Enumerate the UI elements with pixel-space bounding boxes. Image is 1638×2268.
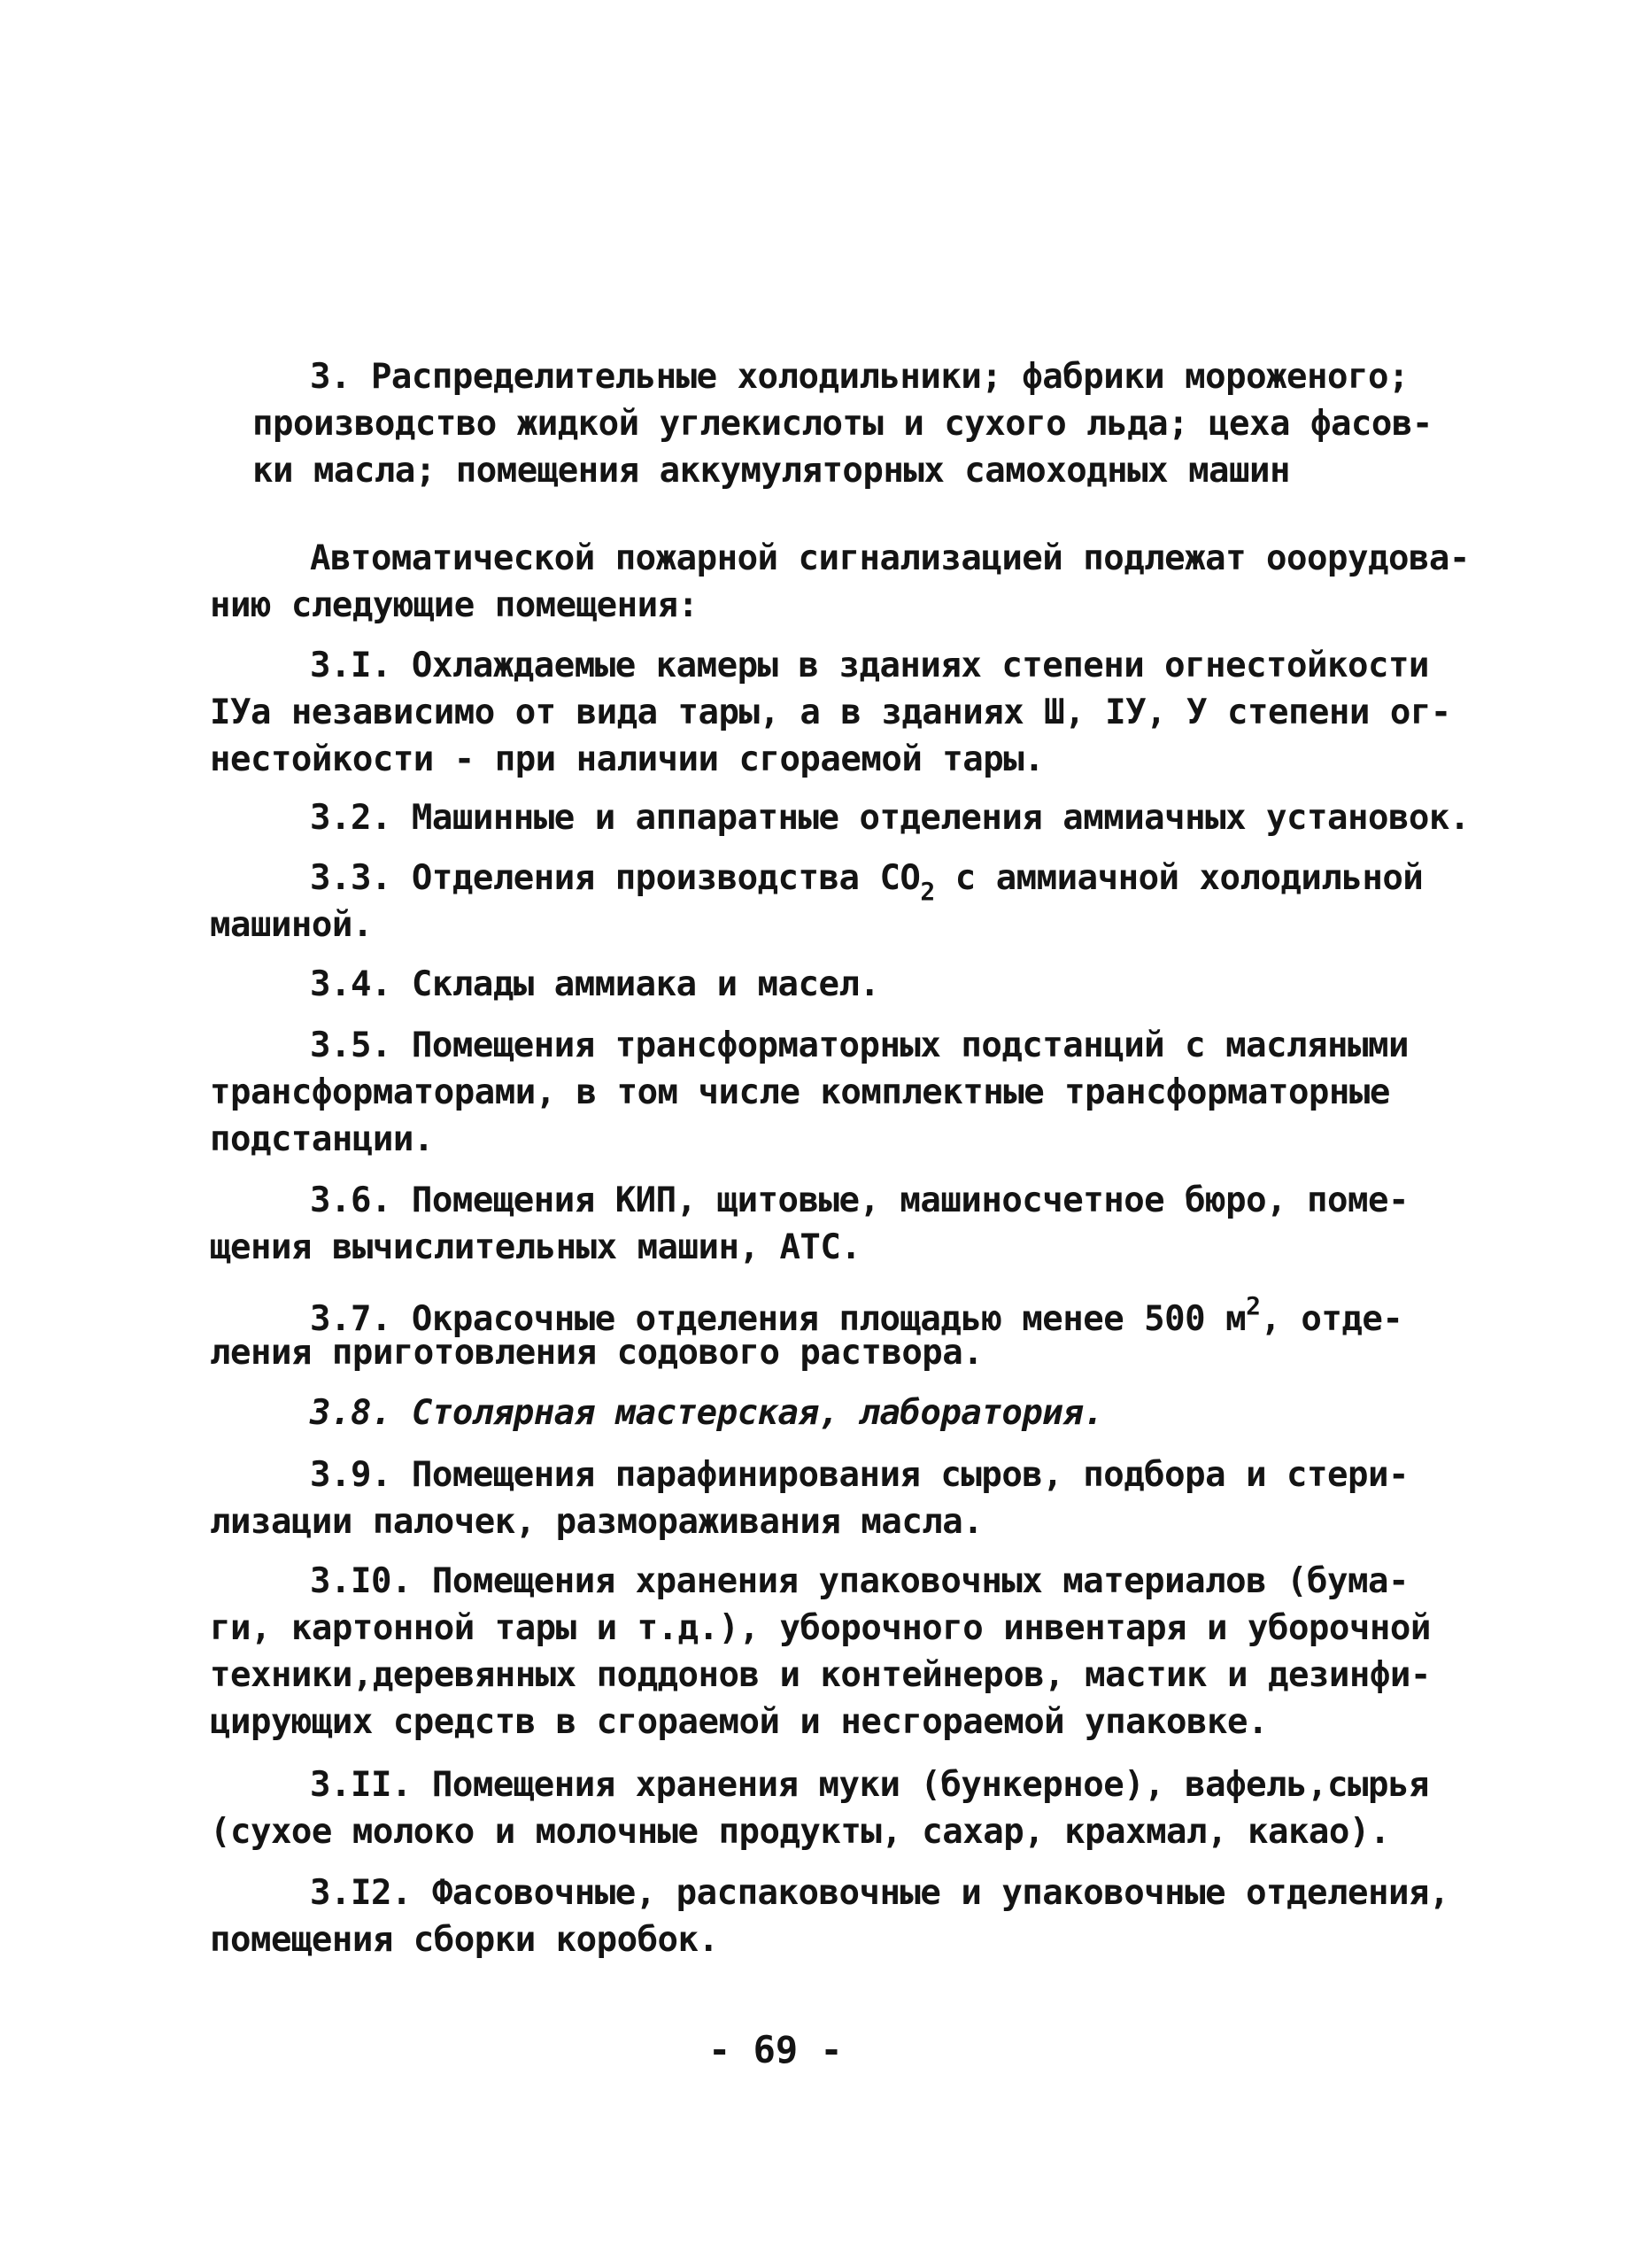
item-3-5-line-2: трансформаторами, в том числе комплектные трансформаторные: [210, 1072, 1390, 1112]
item-3-9-line-1: 3.9. Помещения парафинирования сыров, подбора и стери-: [310, 1455, 1409, 1495]
section-heading-line-3: ки масла; помещения аккумуляторных самоходных машин: [252, 451, 1290, 491]
section-heading-line-1: 3. Распределительные холодильники; фабрики мороженого;: [310, 357, 1409, 397]
item-3-10-line-4: цирующих средств в сгораемой и несгораемой упаковке.: [210, 1702, 1268, 1742]
item-3-1-line-1: 3.I. Охлаждаемые камеры в зданиях степени огнестойкости: [310, 646, 1429, 685]
item-3-7-superscript: 2: [1246, 1291, 1261, 1320]
item-3-5-line-3: подстанции.: [210, 1119, 434, 1159]
item-3-5-line-1: 3.5. Помещения трансформаторных подстанций с масляными: [310, 1026, 1409, 1065]
item-3-3-line-2: машиной.: [210, 905, 373, 945]
item-3-1-line-2: IУа независимо от вида тары, а в зданиях Ш, IУ, У степени ог-: [210, 693, 1451, 732]
item-3-6-line-1: 3.6. Помещения КИП, щитовые, машиносчетное бюро, поме-: [310, 1180, 1409, 1220]
item-3-10-line-3: техники,деревянных поддонов и контейнеров, мастик и дезинфи-: [210, 1655, 1431, 1695]
item-3-12-line-1: 3.I2. Фасовочные, распаковочные и упаковочные отделения,: [310, 1873, 1449, 1913]
intro-line-1: Автоматической пожарной сигнализацией подлежат ооорудова-: [310, 538, 1470, 578]
item-3-10-line-1: 3.I0. Помещения хранения упаковочных материалов (бума-: [310, 1561, 1409, 1601]
item-3-9-line-2: лизации палочек, размораживания масла.: [210, 1502, 984, 1542]
item-3-11-line-2: (сухое молоко и молочные продукты, сахар, крахмал, какао).: [210, 1812, 1390, 1852]
item-3-7-line-2: ления приготовления содового раствора.: [210, 1333, 984, 1373]
page-number: - 69 -: [708, 2028, 843, 2071]
item-3-10-line-2: ги, картонной тары и т.д.), уборочного инвентаря и уборочной: [210, 1608, 1431, 1648]
item-3-3-line-1: [310, 855, 1423, 915]
section-heading-line-2: производство жидкой углекислоты и сухого льда; цеха фасов-: [252, 404, 1433, 444]
item-3-3-text-a: 3.3. Отделения производства CO: [310, 858, 921, 898]
item-3-12-line-2: помещения сборки коробок.: [210, 1920, 719, 1960]
item-3-3-text-b: с аммиачной холодильной: [934, 858, 1424, 898]
item-3-2-line-1: 3.2. Машинные и аппаратные отделения аммиачных установок.: [310, 798, 1470, 838]
item-3-7-text-a: 3.7. Окрасочные отделения площадью менее 500 м: [310, 1299, 1247, 1339]
intro-line-2: нию следующие помещения:: [210, 585, 699, 625]
item-3-6-line-2: щения вычислительных машин, АТС.: [210, 1227, 861, 1267]
item-3-1-line-3: нестойкости - при наличии сгораемой тары.: [210, 739, 1045, 779]
item-3-4-line-1: 3.4. Склады аммиака и масел.: [310, 964, 880, 1004]
item-3-7-text-b: , отде-: [1260, 1299, 1403, 1339]
item-3-11-line-1: 3.II. Помещения хранения муки (бункерное), вафель,сырья: [310, 1765, 1429, 1805]
item-3-8-line-1: 3.8. Столярная мастерская, лаборатория.: [310, 1393, 1104, 1433]
item-3-3-subscript: 2: [920, 877, 935, 906]
